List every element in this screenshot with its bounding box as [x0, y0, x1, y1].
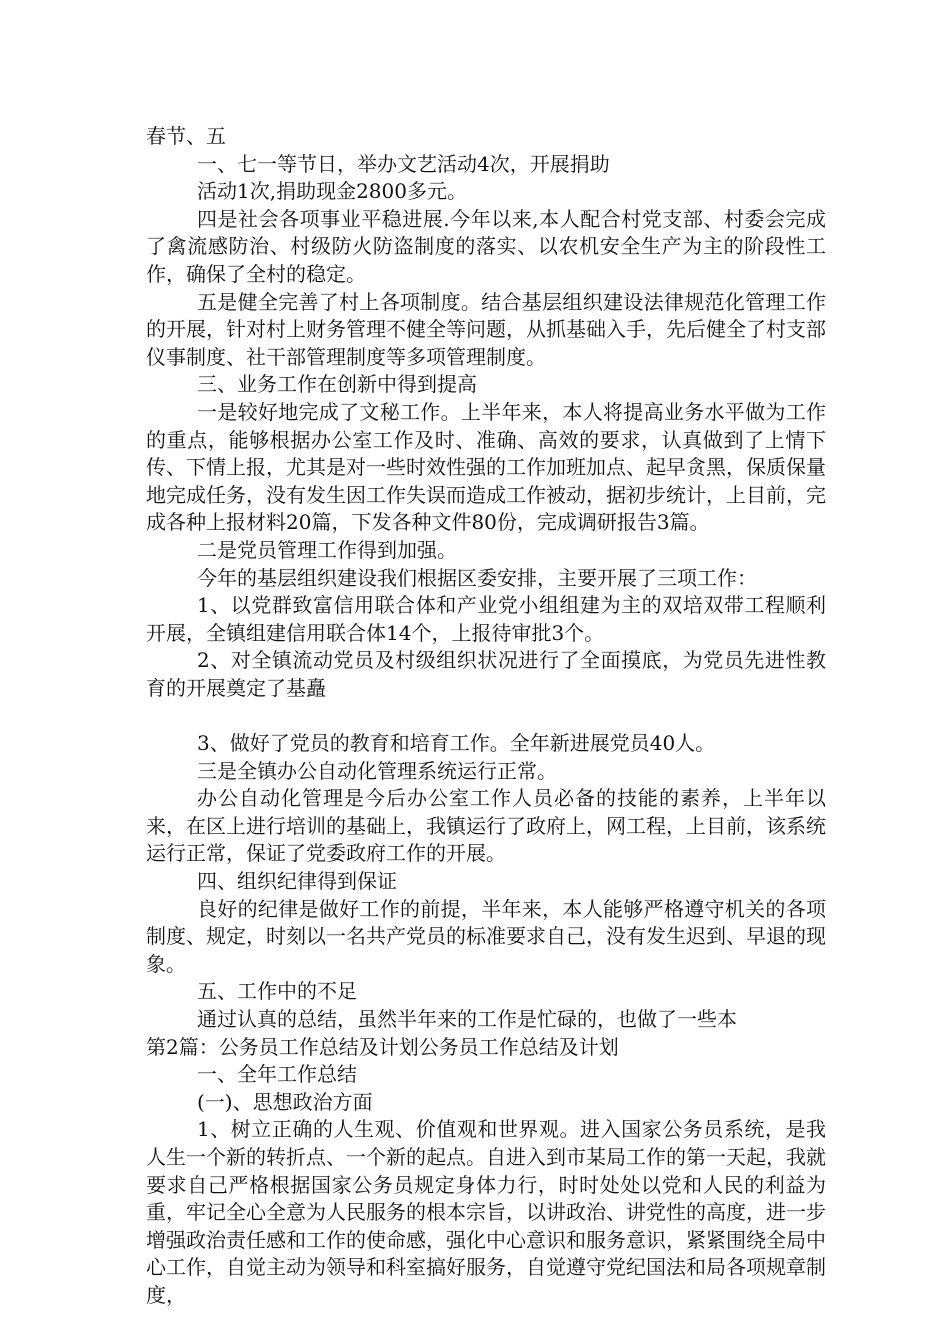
paragraph: 3、做好了党员的教育和培育工作。全年新进展党员40人。: [197, 731, 716, 756]
paragraph: 四是社会各项事业平稳进展.今年以来,本人配合村党支部、村委会完成了禽流感防治、村级防火防盗制度的落实、以农机安全生产为主的阶段性工作，确保了全村的稳定。: [146, 206, 826, 286]
paragraph: 一是较好地完成了文秘工作。上半年来，本人将提高业务水平做为工作的重点，能够根据办公室工作及时、准确、高效的要求，认真做到了上情下传、下情上报，尤其是对一些时效性强的工作加班加点、起早贪黑，保质保量地完成任务，没有发生因工作失误而造成工作被动，据初步统计，上目前，完成各种上报材料20篇，下发各种文件80份，完成调研报告3篇。: [146, 399, 826, 535]
paragraph: 1、树立正确的人生观、价值观和世界观。进入国家公务员系统，是我人生一个新的转折点、一个新的起点。自进入到市某局工作的第一天起，我就要求自己严格根据国家公务员规定身体力行，时时处处以党和人民的利益为重，牢记全心全意为人民服务的根本宗旨，以讲政治、讲党性的高度，进一步增强政治责任感和工作的使命感，强化中心意识和服务意识，紧紧围绕全局中心工作，自觉主动为领导和科室搞好服务，自觉遵守党纪国法和局各项规章制度，: [146, 1117, 826, 1307]
blank-line: [146, 702, 826, 730]
paragraph: (一)、思想政治方面: [197, 1089, 373, 1114]
paragraph: 五、工作中的不足: [197, 979, 357, 1004]
paragraph: 1、以党群致富信用联合体和产业党小组组建为主的双培双带工程顺利开展，全镇组建信用联合体14个，上报待审批3个。: [146, 593, 826, 645]
paragraph: 一、七一等节日，举办文艺活动4次，开展捐助: [197, 151, 610, 176]
paragraph: 今年的基层组织建设我们根据区委安排，主要开展了三项工作：: [197, 565, 757, 590]
paragraph: 三是全镇办公自动化管理系统运行正常。: [197, 758, 557, 783]
paragraph: 第2篇：公务员工作总结及计划公务员工作总结及计划: [146, 1034, 619, 1059]
paragraph: 三、业务工作在创新中得到提高: [197, 372, 477, 397]
paragraph: 四、组织纪律得到保证: [197, 869, 397, 894]
paragraph: 办公自动化管理是今后办公室工作人员必备的技能的素养，上半年以来，在区上进行培训的基础上，我镇运行了政府上，网工程，上目前，该系统运行正常，保证了党委政府工作的开展。: [146, 786, 826, 866]
paragraph: 一、全年工作总结: [197, 1062, 357, 1087]
paragraph: 通过认真的总结，虽然半年来的工作是忙碌的，也做了一些本: [197, 1007, 737, 1031]
paragraph: 春节、五: [146, 124, 226, 148]
document-body: [146, 123, 826, 1310]
paragraph: 良好的纪律是做好工作的前提，半年来，本人能够严格遵守机关的各项制度、规定，时刻以一名共产党员的标准要求自己，没有发生迟到、早退的现象。: [146, 896, 826, 976]
paragraph: 2、对全镇流动党员及村级组织状况进行了全面摸底，为党员先进性教育的开展奠定了基矗: [146, 648, 826, 700]
paragraph: 活动1次,捐助现金2800多元。: [197, 179, 467, 204]
paragraph: 五是健全完善了村上各项制度。结合基层组织建设法律规范化管理工作的开展，针对村上财务管理不健全等问题，从抓基础入手，先后健全了村支部仪事制度、社干部管理制度等多项管理制度。: [146, 289, 826, 369]
paragraph: 二是党员管理工作得到加强。: [197, 537, 457, 562]
